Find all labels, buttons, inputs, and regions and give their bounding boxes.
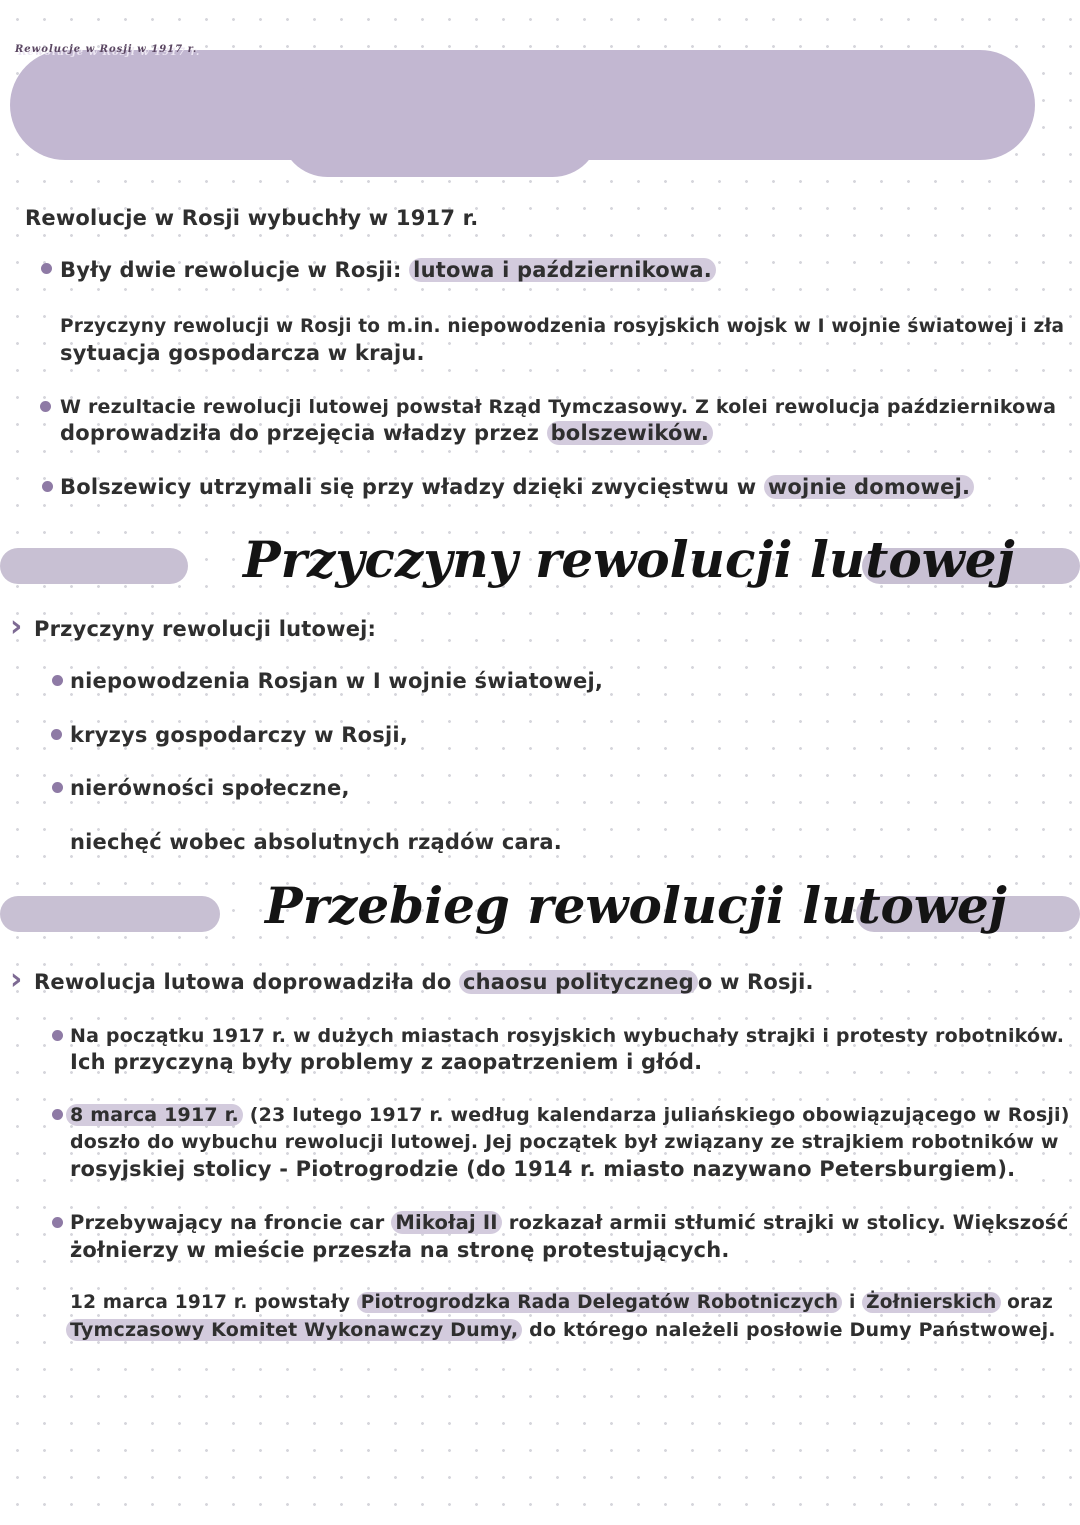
- chevron-right-icon: ›: [10, 609, 23, 644]
- intro-bullet-2-line-2: doprowadziła do przejęcia władzy przez bolszewików.: [60, 420, 713, 446]
- intro-paragraph-line-1: Przyczyny rewolucji w Rosji to m.in. niepowodzenia rosyjskich wojsk w I wojnie światowej i zła: [60, 316, 1065, 337]
- highlight: 8 marca 1917 r.: [66, 1104, 243, 1126]
- course-bullet-3-line-2: żołnierzy w mieście przeszła na stronę protestujących.: [70, 1238, 730, 1262]
- intro-bullet-3: Bolszewicy utrzymali się przy władzy dzięki zwycięstwu w wojnie domowej.: [60, 474, 974, 500]
- bullet-icon: [52, 1030, 63, 1041]
- intro-bullet-2-line-1: W rezultacie rewolucji lutowej powstał Rząd Tymczasowy. Z kolei rewolucja październikowa: [60, 396, 1057, 418]
- section-title-course: Przebieg rewolucji lutowej: [265, 876, 1007, 935]
- highlight: wojnie domowej.: [764, 475, 974, 499]
- chevron-right-icon: ›: [10, 962, 23, 997]
- highlight: Mikołaj II: [391, 1211, 501, 1234]
- section-title-causes: Przyczyny rewolucji lutowej: [243, 530, 1015, 589]
- intro-paragraph-line-2: sytuacja gospodarcza w kraju.: [60, 341, 425, 365]
- course-paragraph-line-2: Tymczasowy Komitet Wykonawczy Dumy, do którego należeli posłowie Dumy Państwowej.: [66, 1317, 1056, 1343]
- intro-bullet-1: Były dwie rewolucje w Rosji: lutowa i październikowa.: [60, 257, 716, 283]
- bullet-icon: [51, 729, 62, 740]
- course-bullet-2-line-2: doszło do wybuchu rewolucji lutowej. Jej początek był związany ze strajkiem robotników w: [70, 1131, 1059, 1153]
- course-lead: Rewolucja lutowa doprowadziła do chaosu polityczneg o w Rosji.: [34, 970, 814, 994]
- highlight: Piotrogrodzka Rada Delegatów Robotniczych: [357, 1292, 843, 1313]
- title-banner: [0, 22, 1080, 172]
- causes-item: kryzys gospodarczy w Rosji,: [70, 723, 408, 747]
- bullet-icon: [52, 782, 63, 793]
- course-bullet-1-line-2: Ich przyczyną były problemy z zaopatrzeniem i głód.: [70, 1050, 703, 1074]
- bullet-icon: [52, 1217, 63, 1228]
- bullet-icon: [52, 675, 63, 686]
- page-title: Rewolucje w Rosji w 1917 r.: [15, 44, 198, 55]
- bullet-icon: [40, 401, 51, 412]
- causes-item: niechęć wobec absolutnych rządów cara.: [70, 830, 562, 854]
- highlight: lutowa i październikowa.: [409, 258, 716, 282]
- highlight: Żołnierskich: [862, 1292, 1000, 1313]
- highlight: chaosu polityczneg: [459, 970, 698, 994]
- course-bullet-1-line-1: Na początku 1917 r. w dużych miastach rosyjskich wybuchały strajki i protesty robotników.: [70, 1025, 1065, 1047]
- bullet-icon: [42, 481, 53, 492]
- highlight: bolszewików.: [547, 421, 714, 445]
- course-paragraph-line-1: 12 marca 1917 r. powstały Piotrogrodzka Rada Delegatów Robotniczych i Żołnierskich oraz: [70, 1292, 1054, 1313]
- course-bullet-3-line-1: Przebywający na froncie car Mikołaj II rozkazał armii stłumić strajki w stolicy. Większość: [70, 1211, 1069, 1234]
- bullet-icon: [41, 263, 52, 274]
- intro-line: Rewolucje w Rosji wybuchły w 1917 r.: [25, 206, 479, 230]
- section-divider-left: [0, 896, 220, 932]
- course-bullet-2-line-3: rosyjskiej stolicy - Piotrogrodzie (do 1914 r. miasto nazywano Petersburgiem).: [70, 1157, 1016, 1181]
- bullet-icon: [52, 1109, 63, 1120]
- course-bullet-2-line-1: 8 marca 1917 r. (23 lutego 1917 r. według kalendarza juliańskiego obowiązującego w Rosji): [66, 1102, 1070, 1128]
- causes-lead: Przyczyny rewolucji lutowej:: [34, 617, 377, 641]
- section-divider-left: [0, 548, 188, 584]
- causes-item: niepowodzenia Rosjan w I wojnie światowej,: [70, 669, 604, 693]
- causes-item: nierówności społeczne,: [70, 776, 350, 800]
- title-highlight-extension: [280, 82, 600, 177]
- highlight: Tymczasowy Komitet Wykonawczy Dumy,: [66, 1319, 522, 1341]
